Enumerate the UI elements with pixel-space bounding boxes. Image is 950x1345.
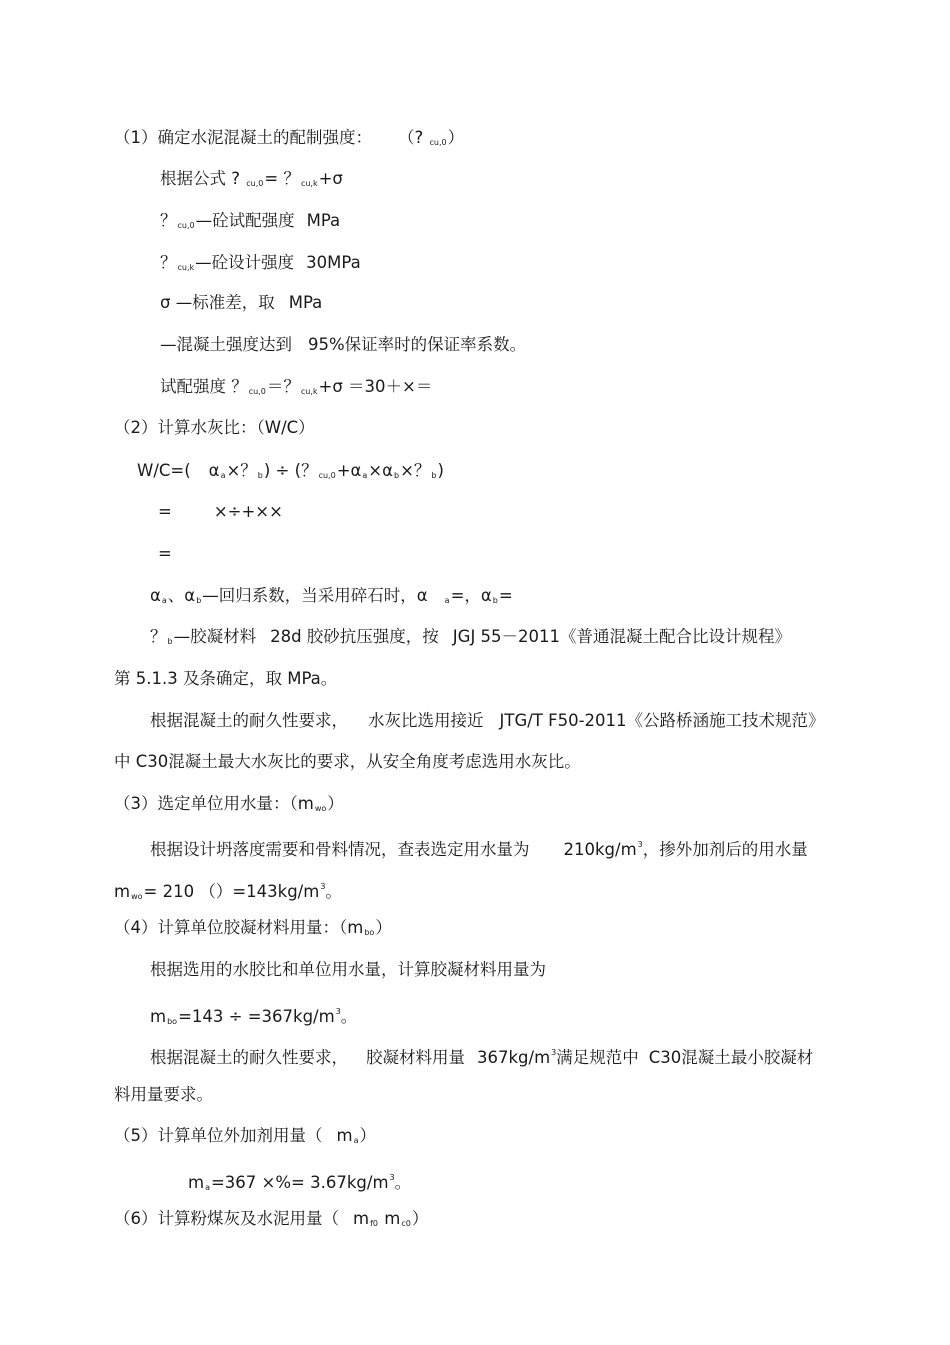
trial-strength-line: 试配强度 ？$_{cu,0}$＝？$_{cu,k}$+σ ＝30＋×＝: [160, 377, 433, 396]
section-3-heading: （3）选定单位用水量：$(m_{wo})$: [114, 794, 344, 813]
definition-guarantee-coefficient: —混凝土强度达到 95%保证率时的保证率系数。: [160, 335, 527, 354]
section-2-heading: （2）计算水灰比：（W/C）: [114, 418, 315, 437]
binder-content-result: $m_{bo}=143 \div =367kg/m^3$。: [150, 1007, 358, 1026]
binder-strength-definition: ？$_b$—胶凝材料 28d 胶砂抗压强度，按 JGJ 55－2011《普通混凝土配合比设计规程》: [150, 627, 792, 646]
section-6-heading: （6）计算粉煤灰及水泥用量（ $m_{f0}$ $m_{c0}$）: [114, 1209, 429, 1228]
definition-design-strength: ？$_{cu,k}$—砼设计强度 30MPa: [160, 253, 361, 272]
admixture-result: $m_a=367$ ×%= $3.67kg/m^3$。: [188, 1173, 412, 1192]
durability-paragraph-2-continuation: 料用量要求。: [114, 1085, 213, 1104]
durability-paragraph-1-continuation: 中 C30混凝土最大水灰比的要求，从安全角度考虑选用水灰比。: [114, 752, 581, 771]
binder-content-paragraph: 根据选用的水胶比和单位用水量，计算胶凝材料用量为: [150, 960, 546, 979]
water-content-paragraph: 根据设计坍落度需要和骨料情况，查表选定用水量为 $210kg/m^3$，掺外加剂后的用水量: [150, 840, 808, 859]
wc-formula: W/C=( $\alpha_a\times$？$_b$) ÷ (？$_{cu,0}+\alpha_a\times\alpha_b\times$？$_b$): [137, 461, 444, 480]
formula-line: 根据公式 ? $_{cu,0}$= ？$_{cu,k}$+σ: [160, 169, 343, 188]
section-4-heading: （4）计算单位胶凝材料用量：$(m_{bo})$: [114, 918, 392, 937]
section-5-heading: （5）计算单位外加剂用量（ $m_a$）: [114, 1126, 376, 1145]
wc-equation-step-2: =: [158, 544, 172, 563]
definition-std-dev: σ —标准差，取 MPa: [160, 293, 323, 312]
binder-strength-continuation: 第 5.1.3 及条确定，取 MPa。: [114, 669, 338, 688]
water-content-result: $m_{wo}= 210$ $()=143kg/m^3$。: [114, 882, 342, 901]
durability-paragraph-1: 根据混凝土的耐久性要求， 水灰比选用接近 JTG/T F50-2011《公路桥涵施工技术规范》: [150, 711, 825, 730]
wc-equation-step-1: = ×÷+××: [158, 502, 283, 521]
section-1-heading: （1）确定水泥混凝土的配制强度： （? $_{cu,0}$）: [114, 128, 465, 147]
definition-trial-strength: ？$_{cu,0}$—砼试配强度 MPa: [160, 211, 341, 230]
durability-paragraph-2: 根据混凝土的耐久性要求， 胶凝材料用量 $367kg/m^3$满足规范中 C30混凝土最小胶凝材: [150, 1048, 814, 1067]
regression-coefficients: $\alpha_a$、$\alpha_b—$回归系数，当采用碎石时，α $_a$=，$\alpha_b=$: [150, 586, 513, 605]
